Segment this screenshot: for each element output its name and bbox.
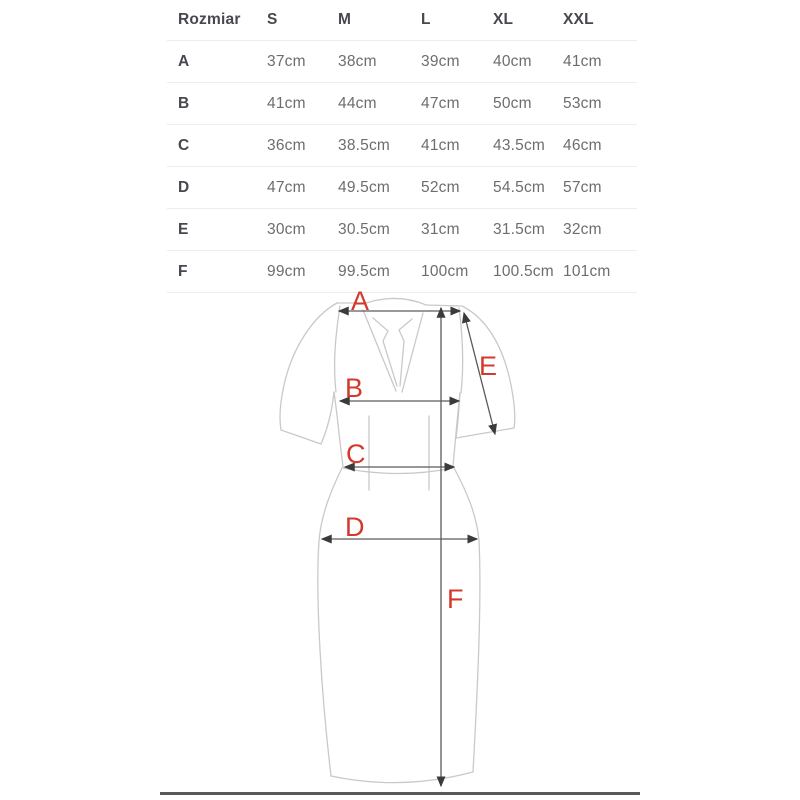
measurement-value: 52cm [421, 178, 460, 196]
table-header-row [167, 0, 637, 41]
letter-B: B [345, 373, 364, 403]
measurement-value: 40cm [493, 52, 532, 70]
row-label: E [178, 220, 189, 238]
measurement-value: 47cm [267, 178, 306, 196]
header-size-xxl: XXL [563, 11, 594, 28]
size-table [167, 0, 637, 293]
letter-A: A [351, 286, 370, 316]
table-row [167, 167, 637, 209]
measurement-value: 41cm [267, 94, 306, 112]
measurement-value: 32cm [563, 220, 602, 238]
letter-F: F [447, 584, 464, 614]
measurement-value: 38cm [338, 52, 377, 70]
row-label: D [178, 178, 190, 196]
measurement-value: 99.5cm [338, 262, 391, 280]
table-row [167, 83, 637, 125]
measurement-value: 50cm [493, 94, 532, 112]
measurement-value: 37cm [267, 52, 306, 70]
measurement-letters [345, 286, 497, 614]
measurement-value: 30.5cm [338, 220, 391, 238]
table-row [167, 209, 637, 251]
measurement-value: 43.5cm [493, 136, 546, 154]
header-size-m: M [338, 11, 352, 28]
measurement-value: 46cm [563, 136, 602, 154]
letter-D: D [345, 512, 365, 542]
measurement-value: 99cm [267, 262, 306, 280]
header-size-l: L [421, 11, 431, 28]
measurement-value: 39cm [421, 52, 460, 70]
row-label: C [178, 136, 190, 154]
measurement-value: 41cm [421, 136, 460, 154]
measurement-value: 31cm [421, 220, 460, 238]
letter-E: E [479, 351, 498, 381]
measurement-value: 41cm [563, 52, 602, 70]
measurement-value: 100.5cm [493, 262, 554, 280]
measurement-value: 47cm [421, 94, 460, 112]
table-row [167, 41, 637, 83]
header-size-s: S [267, 11, 278, 28]
row-label: F [178, 262, 188, 280]
measurement-value: 38.5cm [338, 136, 391, 154]
header-rozmiar: Rozmiar [178, 11, 241, 28]
header-size-xl: XL [493, 11, 514, 28]
measurement-value: 44cm [338, 94, 377, 112]
letter-C: C [346, 439, 366, 469]
measurement-value: 54.5cm [493, 178, 546, 196]
measurement-value: 100cm [421, 262, 469, 280]
measurement-value: 30cm [267, 220, 306, 238]
measurement-value: 31.5cm [493, 220, 546, 238]
measurement-value: 36cm [267, 136, 306, 154]
measurement-value: 53cm [563, 94, 602, 112]
row-label: A [178, 52, 190, 70]
measurement-value: 57cm [563, 178, 602, 196]
bottom-divider [160, 792, 640, 795]
dress-measurement-diagram [258, 286, 562, 798]
measurement-value: 101cm [563, 262, 611, 280]
measurement-value: 49.5cm [338, 178, 391, 196]
table-row [167, 125, 637, 167]
row-label: B [178, 94, 190, 112]
